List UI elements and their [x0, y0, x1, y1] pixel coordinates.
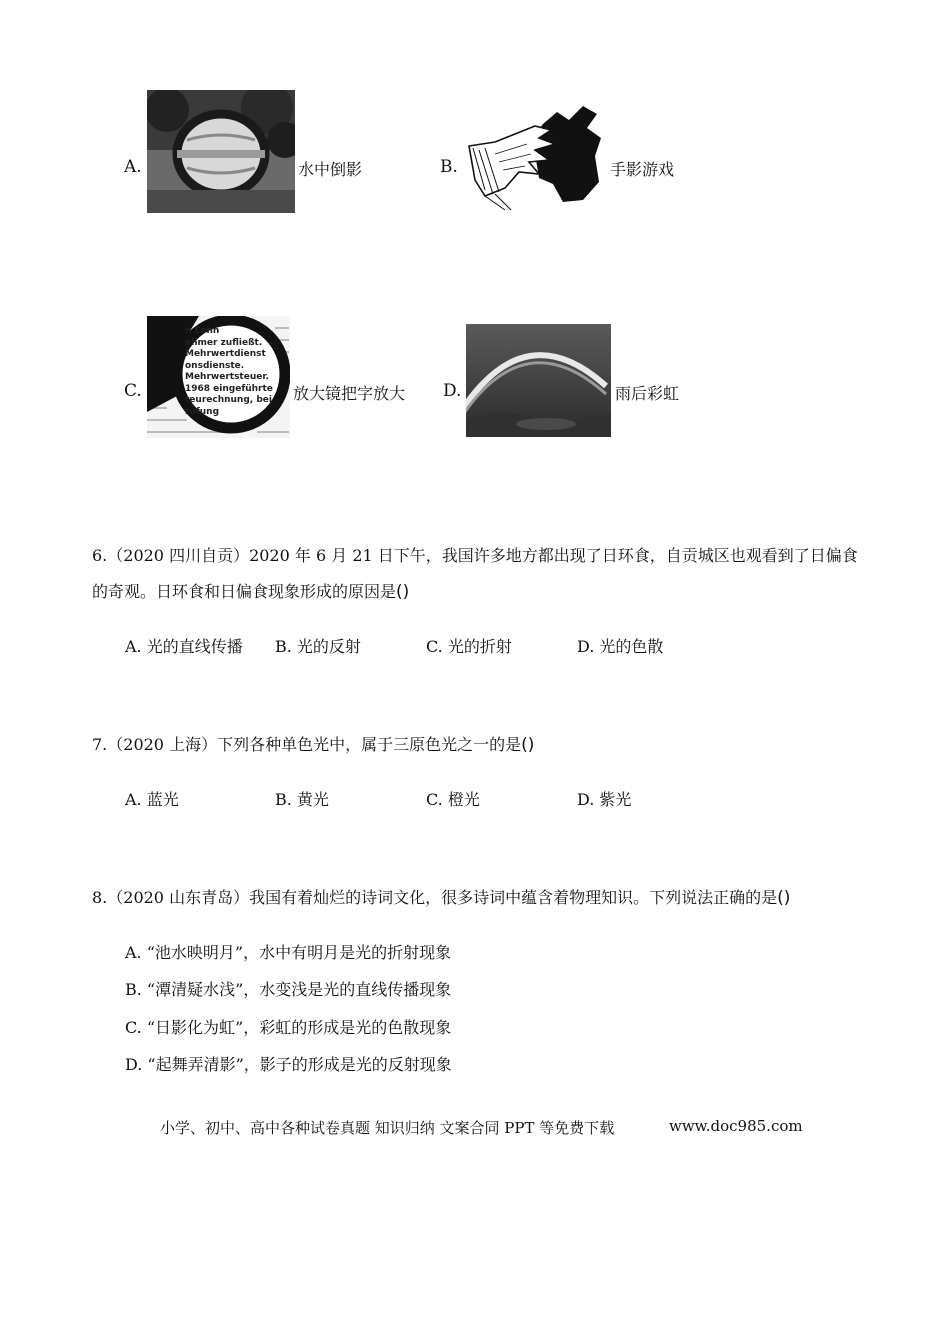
question-7-option-b: B. 黄光	[275, 790, 329, 809]
question-8-option-b: B. “潭清疑水浅”，水变浅是光的直线传播现象	[125, 980, 452, 999]
answer-blank: ()	[777, 888, 791, 908]
question-7-option-d: D. 紫光	[577, 790, 632, 809]
question-7-option-a: A. 蓝光	[125, 790, 179, 809]
lens-text-line: onsdienste.	[185, 360, 245, 371]
lens-text-line: Mehrwertdienst	[185, 349, 266, 359]
rainbow-icon	[466, 324, 611, 437]
option-d-caption: 雨后彩虹	[615, 384, 680, 403]
question-7-option-c: C. 橙光	[426, 790, 480, 809]
question-6-option-d: D. 光的色散	[577, 637, 664, 656]
magnifier-icon	[147, 316, 290, 438]
option-b-caption: 手影游戏	[610, 160, 675, 179]
question-8-option-a: A. “池水映明月”，水中有明月是光的折射现象	[125, 943, 452, 962]
lens-text-line: n Lohn	[185, 326, 220, 336]
question-8-stem: 8.（2020 山东青岛）我国有着灿烂的诗词文化，很多诗词中蕴含着物理知识。下列说法正确的是	[92, 888, 778, 907]
question-8-text	[92, 890, 790, 907]
question-6-option-c: C. 光的折射	[426, 637, 512, 656]
lens-text-line: 1968 eingeführte	[185, 383, 273, 394]
footer-link[interactable]: www.doc985.com	[669, 1117, 803, 1135]
answer-blank: ()	[396, 582, 410, 602]
lens-text-line: ehmer zufließt.	[185, 337, 263, 348]
answer-blank: ()	[521, 735, 535, 755]
option-c-letter: C.	[124, 381, 142, 401]
footer-text: 小学、初中、高中各种试卷真题 知识归纳 文案合同 PPT 等免费下载	[160, 1119, 615, 1137]
bridge-reflection-icon	[147, 90, 295, 213]
question-6-option-a: A. 光的直线传播	[125, 637, 243, 656]
option-a-letter: A.	[124, 157, 142, 177]
question-7-text	[92, 737, 534, 754]
lens-text-line: rufung	[185, 406, 220, 417]
question-8-option-d: D. “起舞弄清影”，影子的形成是光的反射现象	[125, 1055, 452, 1074]
lens-text-line: Mehrwertsteuer.	[185, 372, 269, 382]
question-6-option-b: B. 光的反射	[275, 637, 361, 656]
option-d-letter: D.	[443, 381, 462, 401]
question-6-text-line1: 6.（2020 四川自贡）2020 年 6 月 21 日下午，我国许多地方都出现了日环食，自贡城区也观看到了日偏食	[92, 546, 858, 565]
option-a-caption: 水中倒影	[298, 160, 363, 179]
lens-text-line: teurechnung, bei	[185, 395, 272, 405]
hand-shadow-icon	[465, 104, 607, 214]
question-6-stem: 的奇观。日环食和日偏食现象形成的原因是	[92, 582, 397, 601]
question-8-option-c: C. “日影化为虹”，彩虹的形成是光的色散现象	[125, 1018, 452, 1037]
option-c-caption: 放大镜把字放大	[293, 384, 406, 403]
question-6-text-line2	[92, 584, 409, 601]
question-7-stem: 7.（2020 上海）下列各种单色光中，属于三原色光之一的是	[92, 735, 522, 754]
option-b-letter: B.	[440, 157, 458, 177]
